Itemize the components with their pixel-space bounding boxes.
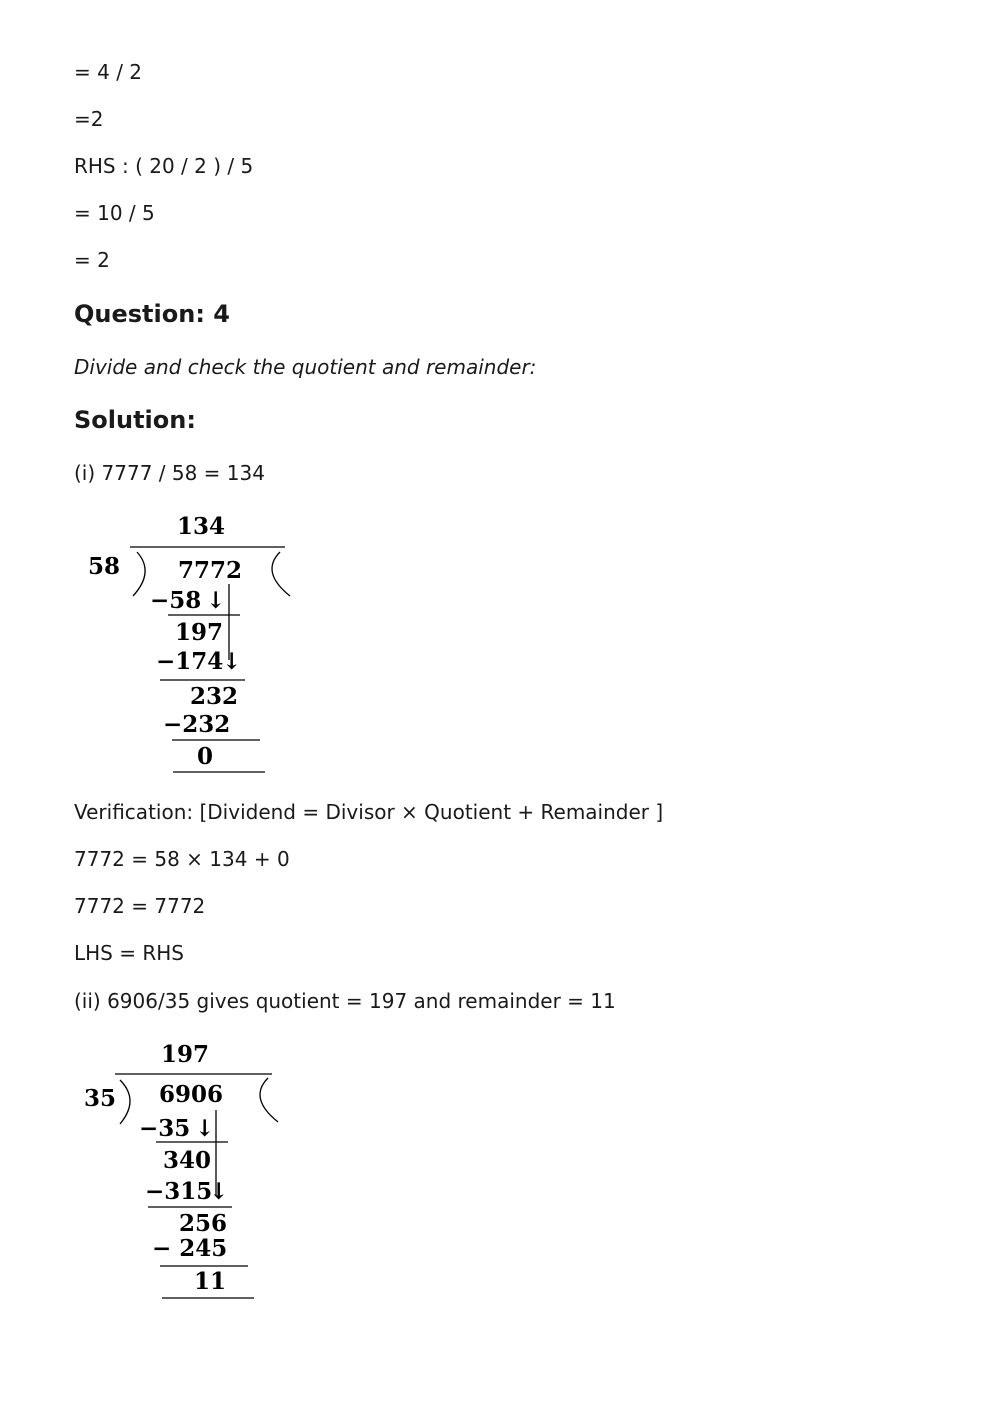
calc-line: RHS : ( 20 / 2 ) / 5 [74, 154, 254, 178]
division-step: 232 [190, 683, 239, 710]
long-division-part-i [0, 500, 330, 790]
bring-down-arrow-icon: ↓ [206, 587, 226, 614]
division-right-bracket [260, 1078, 278, 1122]
division-remainder: 0 [197, 743, 214, 770]
calc-line: = 10 / 5 [74, 201, 155, 225]
verification-line: 7772 = 7772 [74, 894, 206, 918]
division-right-bracket [272, 552, 290, 596]
division-step: −232 [163, 711, 231, 738]
division-step: 340 [163, 1147, 212, 1174]
division-dividend: 6906 [159, 1081, 224, 1108]
division-divisor: 35 [84, 1085, 117, 1112]
division-dividend: 7772 [178, 557, 243, 584]
calc-line: =2 [74, 107, 104, 131]
division-step: −174 [156, 648, 224, 675]
division-step: 197 [175, 619, 224, 646]
division-divisor: 58 [88, 553, 121, 580]
division-quotient: 134 [177, 513, 226, 540]
division-step: −58 [150, 587, 202, 614]
part-i-statement: (i) 7777 / 58 = 134 [74, 461, 265, 485]
division-remainder: 11 [194, 1268, 227, 1295]
part-ii-statement: (ii) 6906/35 gives quotient = 197 and remainder = 11 [74, 989, 616, 1013]
division-step: −35 [139, 1115, 191, 1142]
verification-line: Verification: [Dividend = Divisor × Quotient + Remainder ] [74, 800, 664, 824]
question-heading: Question: 4 [74, 300, 230, 328]
question-prompt: Divide and check the quotient and remainder: [74, 355, 537, 379]
bring-down-arrow-icon: ↓ [222, 648, 242, 675]
division-left-bracket [120, 1080, 130, 1124]
solution-heading: Solution: [74, 406, 196, 434]
calc-line: = 2 [74, 248, 110, 272]
division-step: −315 [145, 1178, 213, 1205]
long-division-part-ii [0, 1030, 330, 1320]
division-quotient: 197 [161, 1041, 210, 1068]
verification-line: 7772 = 58 × 134 + 0 [74, 847, 290, 871]
bring-down-arrow-icon: ↓ [209, 1178, 229, 1205]
bring-down-arrow-icon: ↓ [195, 1115, 215, 1142]
division-step: − 245 [152, 1235, 228, 1262]
division-step: 256 [179, 1210, 228, 1237]
verification-line: LHS = RHS [74, 941, 184, 965]
division-left-bracket [133, 552, 145, 596]
calc-line: = 4 / 2 [74, 60, 143, 84]
